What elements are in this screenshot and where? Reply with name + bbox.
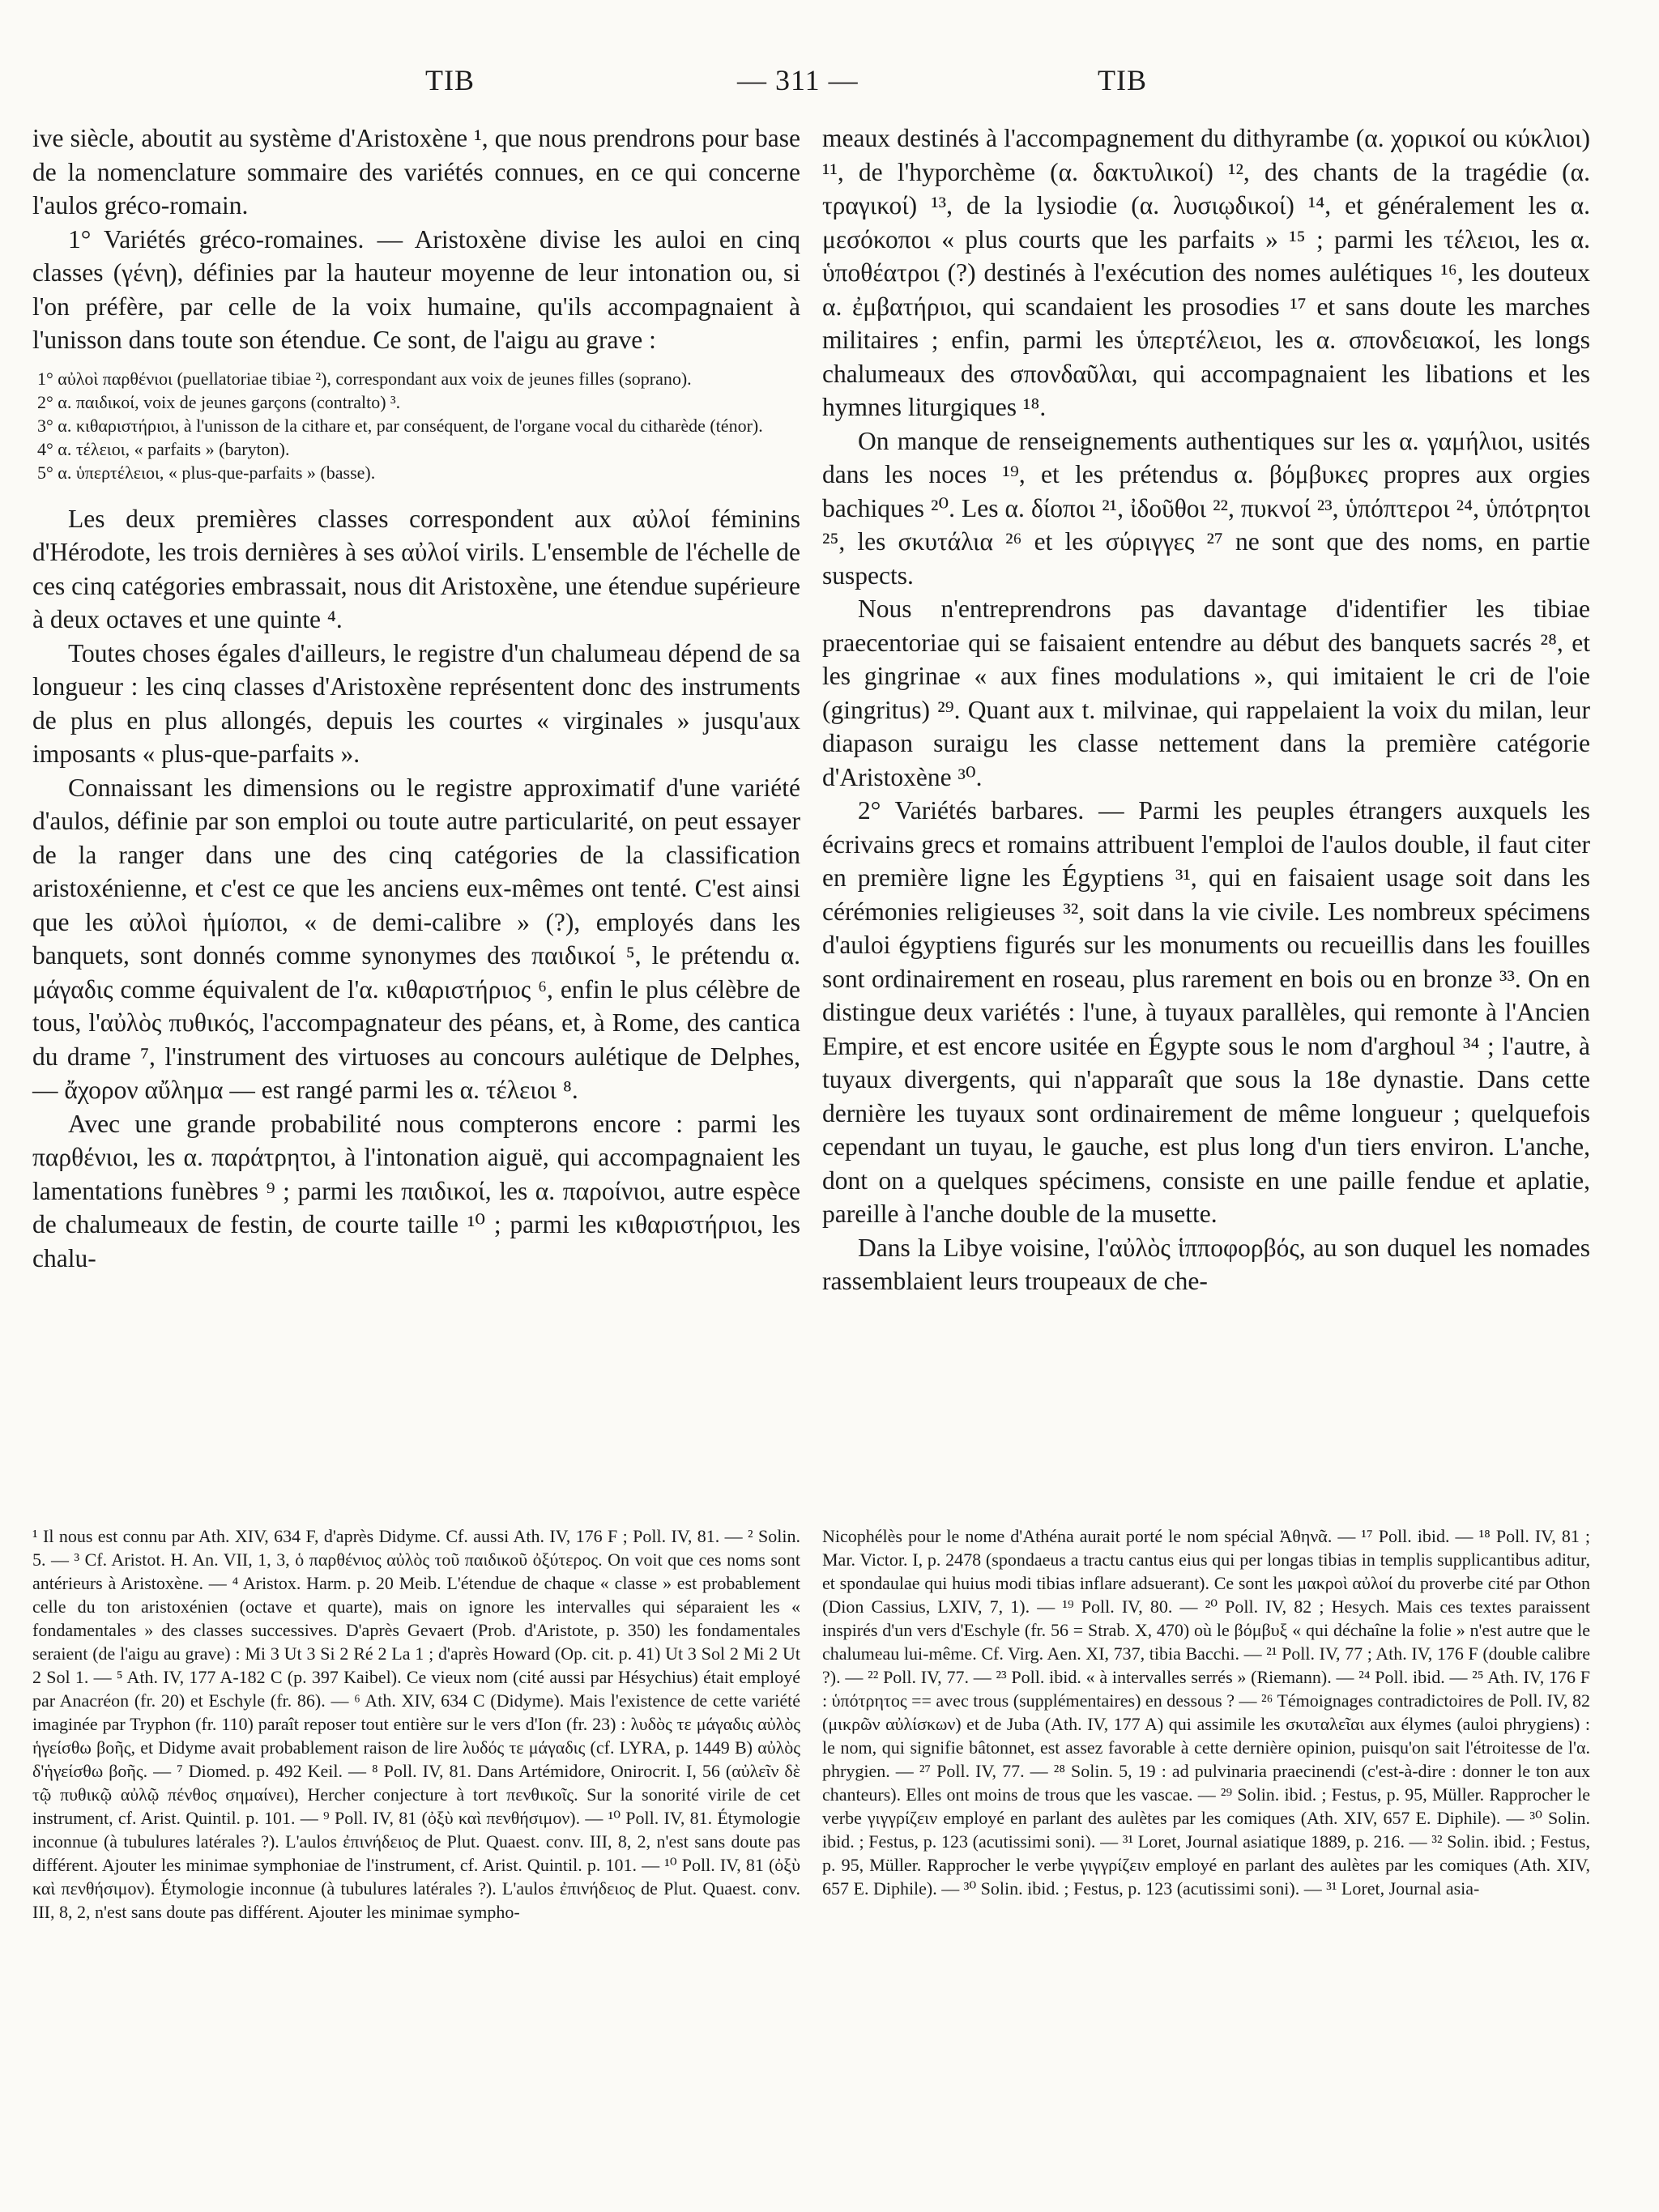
paragraph: Connaissant les dimensions ou le registre approximatif d'une variété d'aulos, définie par son emploi ou toute autre particularité, on peut essayer de la ranger dans une des cinq catégories de la classification aristoxénienne, et c'est ce que les anciens eux-mêmes ont tenté. C'est ainsi que les αὐλοὶ ἡμίοποι, « de demi-calibre » (?), employés dans les banquets, sont donnés comme synonymes des παιδικοί ⁵, le prétendu α. μάγαδις comme équivalent de l'α. κιθαριστήριος ⁶, enfin le plus célèbre de tous, l'αὐλὸς πυθικός, l'accompagnateur des péans, et, à Rome, des cantica du drame ⁷, l'instrument des virtuoses au concours aulétique de Delphes, — ἄχορον αὔλημα — est rangé parmi les α. τέλειοι ⁸.: [32, 773, 800, 1104]
page-number: — 311 —: [737, 64, 859, 96]
paragraph: Les deux premières classes correspondent aux αὐλοί féminins d'Hérodote, les trois dernières à ses αὐλοί virils. L'ensemble de l'échelle de ces cinq catégories embrassait, nous dit Aristoxène, une étendue supérieure à deux octaves et une quinte ⁴.: [32, 504, 800, 633]
paragraph: On manque de renseignements authentiques sur les α. γαμήλιοι, usités dans les noces ¹⁹, et les prétendus α. βόμβυκες propres aux orgies bachiques ²⁰. Les α. δίοποι ²¹, ἰδοῦθοι ²², πυκνοί ²³, ὑπόπτεροι ²⁴, ὑπότρητοι ²⁵, les σκυτάλια ²⁶ et les σύριγγες ²⁷ ne sont que des noms, en partie suspects.: [822, 426, 1590, 590]
paragraph: Toutes choses égales d'ailleurs, le registre d'un chalumeau dépend de sa longueur : les cinq classes d'Aristoxène représentent donc des instruments de plus en plus allongés, depuis les courtes « virginales » jusqu'aux imposants « plus-que-parfaits ».: [32, 638, 800, 768]
paragraph: Nous n'entreprendrons pas davantage d'identifier les tibiae praecentoriae qui se faisaient entendre au début des banquets sacrés ²⁸, et les gingrinae « aux fines modulations », qui imitaient le cri de l'oie (gingritus) ²⁹. Quant aux t. milvinae, qui rappelaient la voix du milan, leur diapason suraigu les classe nettement dans la première catégorie d'Aristoxène ³⁰.: [822, 595, 1590, 791]
left-column: [32, 121, 800, 1275]
paragraph: meaux destinés à l'accompagnement du dithyrambe (α. χορικοί ou κύκλιοι) ¹¹, de l'hyporchème (α. δακτυλικοί) ¹², des chants de la tragédie (α. τραγικοί) ¹³, de la lysiodie (α. λυσιῳδικοί) ¹⁴, et généralement les α. μεσόκοποι « plus courts que les parfaits » ¹⁵ ; parmi les τέλειοι, les α. ὑποθέατροι (?) destinés à l'exécution des nomes aulétiques ¹⁶, les douteux α. ἐμβατήριοι, qui scandaient les prosodies ¹⁷ et sans doute les marches militaires ; enfin, parmi les ὑπερτέλειοι, les α. σπονδειακοί, les longs chalumeaux des σπονδαῦλαι, qui accompagnaient les libations et les hymnes liturgiques ¹⁸.: [822, 124, 1590, 421]
footnotes-left: [32, 1524, 800, 1924]
footnote-block: Nicophélès pour le nome d'Athéna aurait porté le nom spécial Ἀθηνᾶ. — ¹⁷ Poll. ibid. — ¹⁸ Poll. IV, 81 ; Mar. Victor. I, p. 2478 (spondaeus a tractu cantus eius qui per longas tibias in templis supplicantibus aditur, et spondaulae qui huius modi tibias inflare adsuerant). Ce sont les μακροὶ αὐλοί du proverbe cité par Othon (Dion Cassius, LXIV, 7, 1). — ¹⁹ Poll. IV, 80. — ²⁰ Poll. IV, 82 ; Hesych. Mais ces textes paraissent inspirés d'un vers d'Eschyle (fr. 56 = Strab. X, 470) où le βόμβυξ « qui déchaîne la folie » n'est autre que le chalumeau lui-même. Cf. Virg. Aen. XI, 737, tibia Bacchi. — ²¹ Poll. IV, 77 ; Ath. IV, 176 F (double calibre ?). — ²² Poll. IV, 77. — ²³ Poll. ibid. « à intervalles serrés » (Riemann). — ²⁴ Poll. ibid. — ²⁵ Ath. IV, 176 F : ὑπότρητος == avec trous (supplémentaires) en dessous ? — ²⁶ Témoignages contradictoires de Poll. IV, 82 (μικρῶν αὐλίσκων) et de Juba (Ath. IV, 177 A) qui assimile les σκυταλεῖαι aux élymes (auloi phrygiens) : le nom, qui signifie bâtonnet, est assez favorable à cette dernière opinion, puisqu'on sait l'étroitesse de l'α. phrygien. — ²⁷ Poll. IV, 77. — ²⁸ Solin. 5, 19 : ad pulvinaria praecinendi (c'est-à-dire : donner le ton aux chanteurs). Elles ont moins de trous que les vascae. — ²⁹ Solin. ibid. ; Festus, p. 95, Müller. Rapprocher le verbe γιγγρίζειν employé en parlant des aulètes par les comiques (Ath. XIV, 657 E. Diphile). — ³⁰ Solin. ibid. ; Festus, p. 123 (acutissimi soni). — ³¹ Loret, Journal asiatique 1889, p. 216. — ³² Solin. ibid. ; Festus, p. 95, Müller. Rapprocher le verbe γιγγρίζειν employé en parlant des aulètes par les comiques (Ath. XIV, 657 E. Diphile). — ³⁰ Solin. ibid. ; Festus, p. 123 (acutissimi soni). — ³¹ Loret, Journal asia-: [822, 1526, 1590, 1899]
paragraph: ive siècle, aboutit au système d'Aristoxène ¹, que nous prendrons pour base de la nomenclature sommaire des variétés connues, en ce qui concerne l'aulos gréco-romain.: [32, 124, 800, 219]
list-item: 5° α. ὑπερτέλειοι, « plus-que-parfaits » (basse).: [37, 462, 376, 483]
paragraph: Dans la Libye voisine, l'αὐλὸς ἱπποφορβός, au son duquel les nomades rassemblaient leurs troupeaux de che-: [822, 1233, 1590, 1295]
running-head-left: TIB: [425, 64, 475, 96]
running-head-right: TIB: [1098, 64, 1147, 96]
list-item: 3° α. κιθαριστήριοι, à l'unisson de la cithare et, par conséquent, de l'organe vocal du citharède (ténor).: [37, 415, 763, 436]
paragraph: Avec une grande probabilité nous compterons encore : parmi les παρθένιοι, les α. παράτρητοι, à l'intonation aiguë, qui accompagnaient les lamentations funèbres ⁹ ; parmi les παιδικοί, les α. παροίνιοι, autre espèce de chalumeaux de festin, de courte taille ¹⁰ ; parmi les κιθαριστήριοι, les chalu-: [32, 1109, 800, 1272]
list-item: 1° αὐλοὶ παρθένιοι (puellatoriae tibiae ²), correspondant aux voix de jeunes filles (soprano).: [37, 368, 692, 389]
footnotes-right: [822, 1524, 1590, 1900]
right-column: [822, 121, 1590, 1298]
footnote-block: ¹ Il nous est connu par Ath. XIV, 634 F, d'après Didyme. Cf. aussi Ath. IV, 176 F ; Poll. IV, 81. — ² Solin. 5. — ³ Cf. Aristot. H. An. VII, 1, 3, ὁ παρθένιος αὐλὸς τοῦ παιδικοῦ ὀξύτερος. On voit que ces noms sont antérieurs à Aristoxène. — ⁴ Aristox. Harm. p. 20 Meib. L'étendue de chaque « classe » est probablement celle du ton aristoxénien (octave et quarte), mais on ignore les intervalles qui séparaient les « fondamentales » des classes successives. D'après Gevaert (Prob. d'Aristote, p. 350) les fondamentales seraient (de l'aigu au grave) : Mi 3 Ut 3 Si 2 Ré 2 La 1 ; d'après Howard (Op. cit. p. 41) Ut 3 Sol 2 Mi 2 Ut 2 Sol 1. — ⁵ Ath. IV, 177 A-182 C (p. 397 Kaibel). Ce vieux nom (cité aussi par Hésychius) était employé par Anacréon (fr. 20) et Eschyle (fr. 86). — ⁶ Ath. XIV, 634 C (Didyme). Mais l'existence de cette variété imaginée par Tryphon (fr. 110) paraît reposer tout entière sur le vers d'Ion (fr. 23) : λυδὸς τε μάγαδις αὐλὸς ἡγείσθω βοῆς, et Didyme avait probablement raison de lire λυδός τε μάγαδις (cf. LYRA, p. 1449 B) αὐλὸς δ'ἡγείσθω βοῆς. — ⁷ Diomed. p. 492 Keil. — ⁸ Poll. IV, 81. Dans Artémidore, Onirocrit. I, 56 (αὐλεῖν δὲ τῷ πυθικῷ αὐλῷ πένθος σημαίνει), Hercher conjecture à tort πενθικοῖς. Sur la sonorité virile de cet instrument, cf. Arist. Quintil. p. 101. — ⁹ Poll. IV, 81 (ὀξὺ καὶ πενθήσιμον). — ¹⁰ Poll. IV, 81. Étymologie inconnue (à tubulures latérales ?). L'aulos ἐπινήδειος de Plut. Quaest. conv. III, 8, 2, n'est sans doute pas différent. Ajouter les minimae symphoniae de l'instrument, cf. Arist. Quintil. p. 101. — ¹⁰ Poll. IV, 81 (ὀξὺ καὶ πενθήσιμον). Étymologie inconnue (à tubulures latérales ?). L'aulos ἐπινήδειος de Plut. Quaest. conv. III, 8, 2, n'est sans doute pas différent. Ajouter les minimae sympho-: [32, 1526, 800, 1922]
list-item: 2° α. παιδικοί, voix de jeunes garçons (contralto) ³.: [37, 391, 401, 412]
paragraph: 1° Variétés gréco-romaines. — Aristoxène divise les auloi en cinq classes (γένη), définies par la hauteur moyenne de leur intonation ou, si l'on préfère, par celle de la voix humaine, qu'ils accompagnaient à l'unisson dans toute son étendue. Ce sont, de l'aigu au grave :: [32, 224, 800, 354]
paragraph: 2° Variétés barbares. — Parmi les peuples étrangers auxquels les écrivains grecs et romains attribuent l'emploi de l'aulos double, il faut citer en première ligne les Égyptiens ³¹, qui en faisaient usage soit dans les cérémonies religieuses ³², soit dans la vie civile. Les nombreux spécimens d'auloi égyptiens figurés sur les monuments ou recueillis dans les fouilles sont ordinairement en roseau, plus rarement en bois ou en bronze ³³. On en distingue deux variétés : l'une, à tuyaux parallèles, qui remonte à l'Ancien Empire, et est encore usitée en Égypte sous le nom d'arghoul ³⁴ ; l'autre, à tuyaux divergents, qui n'apparaît que sous la 18e dynastie. Dans cette dernière les tuyaux sont ordinairement de même longueur ; quelquefois cependant un tuyau, le gauche, est plus long d'un tiers environ. L'anche, dont on a quelques spécimens, consiste en une paille fendue et aplatie, pareille à l'anche double de la musette.: [822, 796, 1590, 1228]
voice-classes-list: [32, 367, 800, 484]
list-item: 4° α. τέλειοι, « parfaits » (baryton).: [37, 438, 290, 459]
